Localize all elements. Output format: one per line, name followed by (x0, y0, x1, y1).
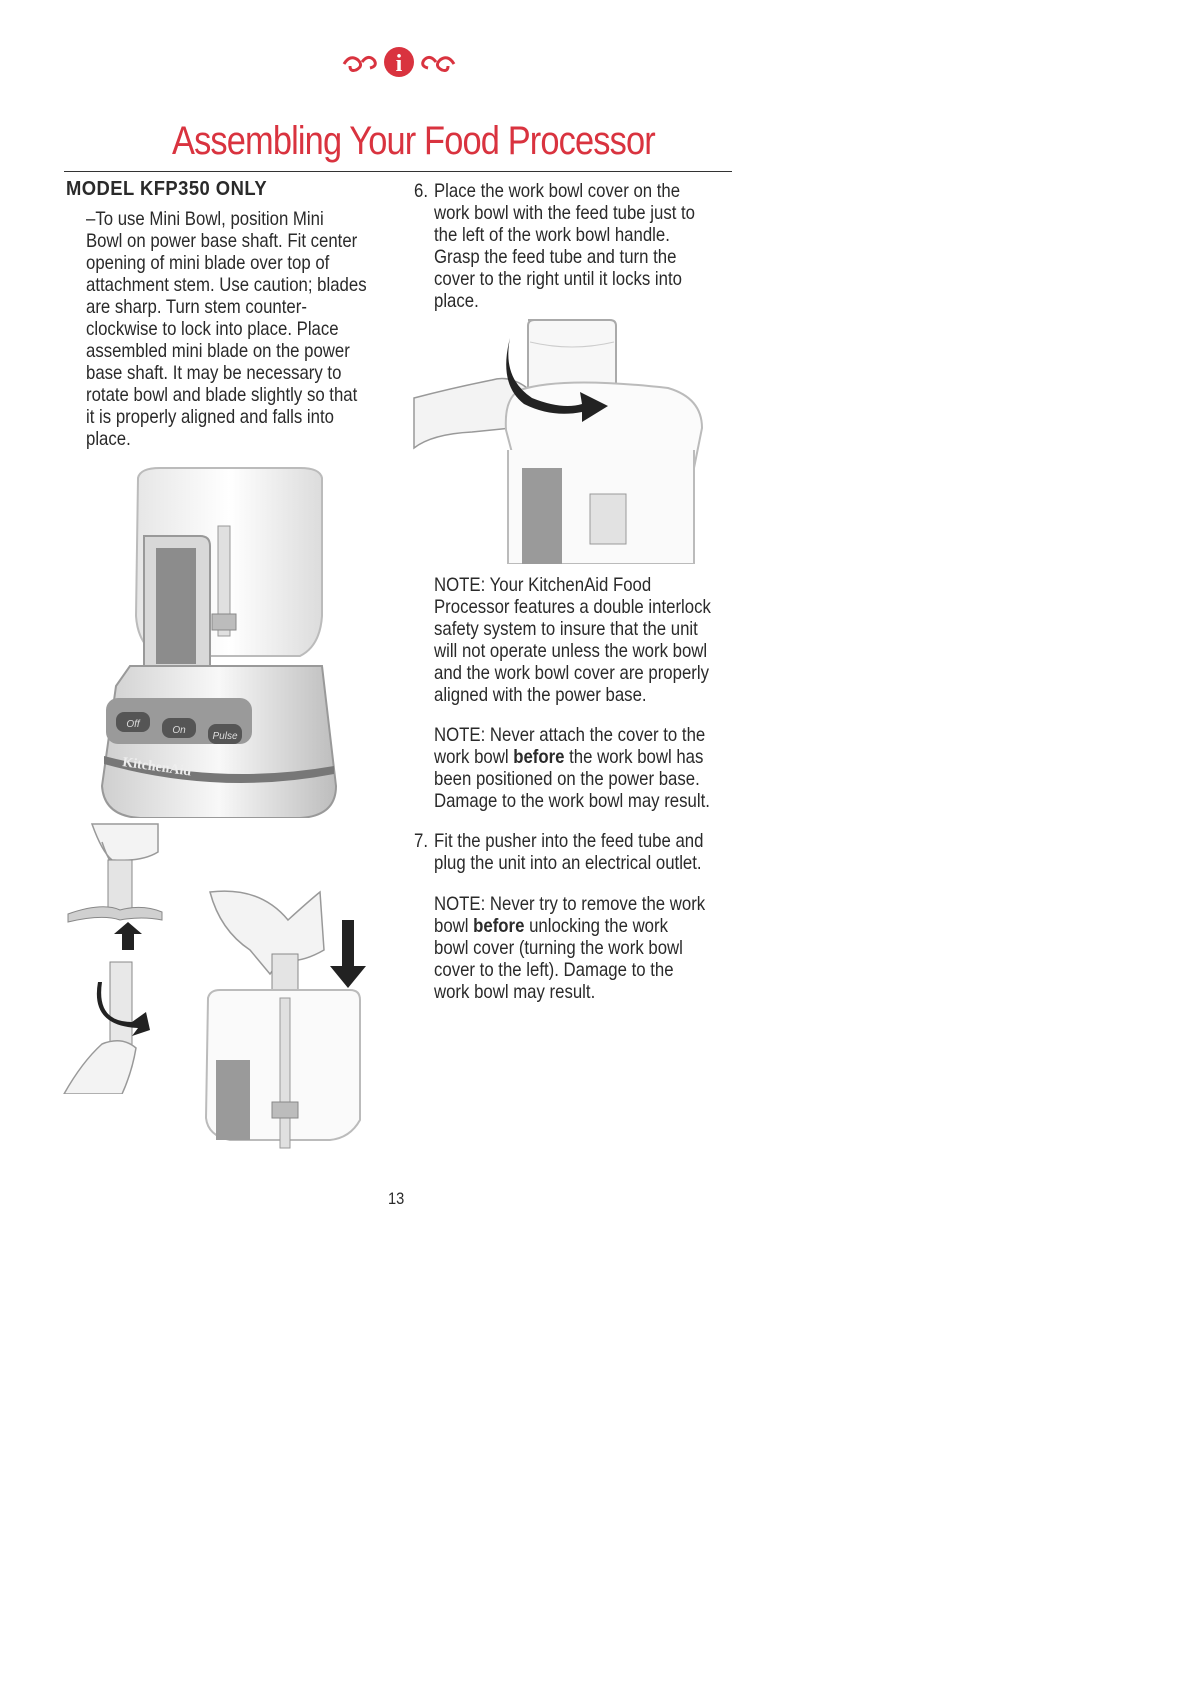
text-span: bowl (434, 915, 474, 937)
text-line: work bowl with the feed tube just to (434, 202, 696, 224)
svg-text:i: i (395, 51, 403, 77)
text-line: bowl cover (turning the work bowl (434, 937, 683, 959)
note-cover-warning (434, 724, 710, 812)
title-divider (64, 171, 732, 172)
text-line: Grasp the feed tube and turn the (434, 246, 677, 268)
text-line (434, 746, 710, 768)
step-7-text (434, 830, 703, 874)
text-line: been positioned on the power base. (434, 768, 700, 790)
text-line: place. (434, 290, 479, 312)
model-heading: MODEL KFP350 ONLY (66, 178, 268, 200)
text-line: clockwise to lock into place. Place (86, 318, 339, 340)
text-line: Damage to the work bowl may result. (434, 790, 710, 812)
text-line: cover to the left). Damage to the (434, 959, 674, 981)
text-line: the left of the work bowl handle. (434, 224, 670, 246)
text-line: attachment stem. Use caution; blades (86, 274, 367, 296)
text-line: NOTE: Your KitchenAid Food (434, 574, 652, 596)
text-line: will not operate unless the work bowl (434, 640, 708, 662)
text-line: place. (86, 428, 131, 450)
off-button-label: Off (126, 719, 140, 730)
note-interlock (434, 574, 711, 706)
step-6-text (434, 180, 695, 312)
note-removal-warning (434, 893, 705, 1003)
text-line: assembled mini blade on the power (86, 340, 350, 362)
step-number: 7. (414, 830, 428, 852)
text-line: plug the unit into an electrical outlet. (434, 852, 702, 874)
emphasis-text: before (513, 746, 565, 768)
text-line: rotate bowl and blade slightly so that (86, 384, 358, 406)
intro-paragraph (86, 208, 367, 450)
text-line: base shaft. It may be necessary to (86, 362, 342, 384)
brand-logo: KitchenAid (121, 755, 193, 780)
text-span: the work bowl has (564, 746, 704, 768)
text-line (434, 915, 705, 937)
emphasis-text: before (473, 915, 525, 937)
text-line: cover to the right until it locks into (434, 268, 682, 290)
step-number: 6. (414, 180, 428, 202)
mini-bowl-insertion-illustration (200, 890, 380, 1158)
text-line: NOTE: Never try to remove the work (434, 893, 706, 915)
text-line: opening of mini blade over top of (86, 252, 330, 274)
food-processor-illustration (100, 466, 340, 818)
text-span: unlocking the work (524, 915, 668, 937)
text-line: NOTE: Never attach the cover to the (434, 724, 706, 746)
text-line: safety system to insure that the unit (434, 618, 698, 640)
text-line: Bowl on power base shaft. Fit center (86, 230, 358, 252)
cover-locking-illustration (412, 318, 704, 564)
text-line: and the work bowl cover are properly (434, 662, 709, 684)
mini-blade-assembly-illustration (62, 822, 168, 1094)
text-line: it is properly aligned and falls into (86, 406, 334, 428)
on-button-label: On (172, 725, 186, 736)
page-number: 13 (388, 1189, 405, 1208)
text-line: work bowl may result. (434, 981, 596, 1003)
text-span: work bowl (434, 746, 514, 768)
info-ornament-icon (338, 42, 460, 82)
page-title: Assembling Your Food Processor (172, 119, 655, 163)
text-line: aligned with the power base. (434, 684, 647, 706)
text-line: Place the work bowl cover on the (434, 180, 681, 202)
text-line: Processor features a double interlock (434, 596, 711, 618)
text-line: are sharp. Turn stem counter- (86, 296, 307, 318)
text-line: –To use Mini Bowl, position Mini (86, 208, 324, 230)
pulse-button-label: Pulse (212, 731, 238, 742)
text-line: Fit the pusher into the feed tube and (434, 830, 704, 852)
